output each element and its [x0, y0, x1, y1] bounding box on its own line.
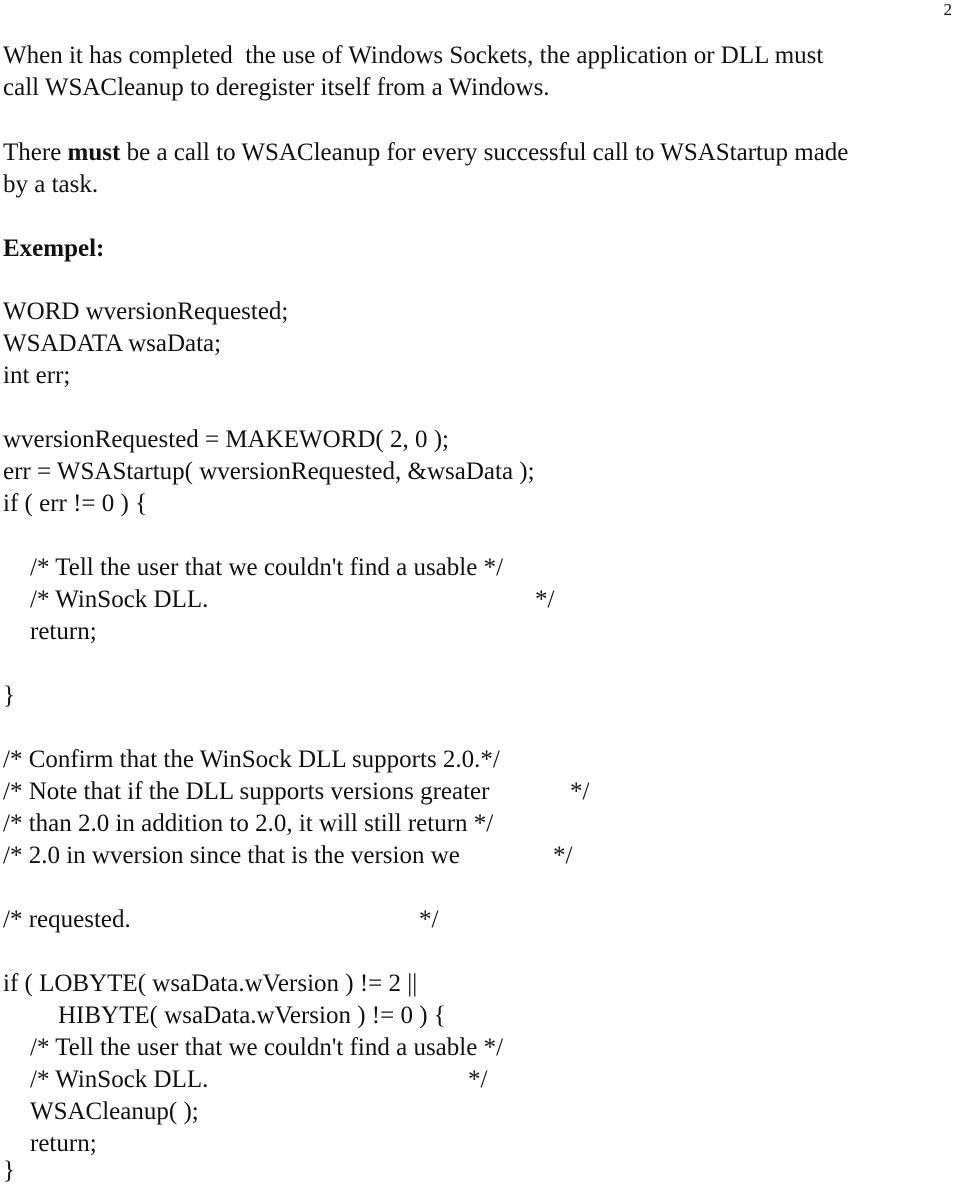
- code-line: [30, 1064, 488, 1096]
- comment-end: */: [419, 906, 439, 933]
- text-run: be a call to WSACleanup for every successful call to WSAStartup made: [120, 139, 849, 166]
- code-line: err = WSAStartup( wversionRequested, &wsaData );: [3, 458, 535, 485]
- code-comment: /* WinSock DLL.: [30, 1066, 209, 1093]
- paragraph-line: call WSACleanup to deregister itself from a Windows.: [3, 74, 550, 101]
- code-line: }: [3, 1157, 15, 1184]
- comment-end: */: [553, 842, 573, 869]
- code-line: HIBYTE( wsaData.wVersion ) != 0 ) {: [58, 1002, 446, 1029]
- code-comment: /* requested.: [3, 906, 131, 933]
- text-run: There: [3, 139, 68, 166]
- code-line: if ( err != 0 ) {: [3, 490, 148, 517]
- paragraph-line: by a task.: [3, 171, 99, 198]
- page-number: 2: [943, 0, 952, 19]
- code-line: [3, 840, 573, 872]
- emphasis: must: [67, 139, 121, 166]
- code-line: wversionRequested = MAKEWORD( 2, 0 );: [3, 426, 449, 453]
- code-line: if ( LOBYTE( wsaData.wVersion ) != 2 ||: [3, 970, 418, 997]
- code-comment: /* Note that if the DLL supports versions greater: [3, 778, 490, 805]
- comment-end: */: [468, 1066, 488, 1093]
- code-line: [3, 904, 439, 936]
- code-line: /* Tell the user that we couldn't find a usable */: [30, 554, 504, 581]
- code-comment: /* WinSock DLL.: [30, 586, 209, 613]
- code-comment: /* 2.0 in wversion since that is the version we: [3, 842, 460, 869]
- paragraph-line: [3, 137, 848, 169]
- code-line: /* Confirm that the WinSock DLL supports 2.0.*/: [3, 746, 500, 773]
- section-heading: Exempel:: [3, 235, 105, 262]
- code-line: return;: [30, 618, 97, 645]
- code-line: WORD wversionRequested;: [3, 298, 289, 325]
- code-line: /* Tell the user that we couldn't find a usable */: [30, 1034, 504, 1061]
- code-line: return;: [30, 1130, 97, 1157]
- code-line: WSADATA wsaData;: [3, 330, 222, 357]
- code-line: /* than 2.0 in addition to 2.0, it will still return */: [3, 810, 494, 837]
- comment-end: */: [570, 778, 590, 805]
- code-line: WSACleanup( );: [30, 1098, 199, 1125]
- paragraph-line: When it has completed the use of Windows Sockets, the application or DLL must: [3, 42, 824, 69]
- code-line: [30, 584, 555, 616]
- code-line: int err;: [3, 362, 71, 389]
- code-line: [3, 776, 590, 808]
- comment-end: */: [535, 586, 555, 613]
- code-line: }: [3, 682, 15, 709]
